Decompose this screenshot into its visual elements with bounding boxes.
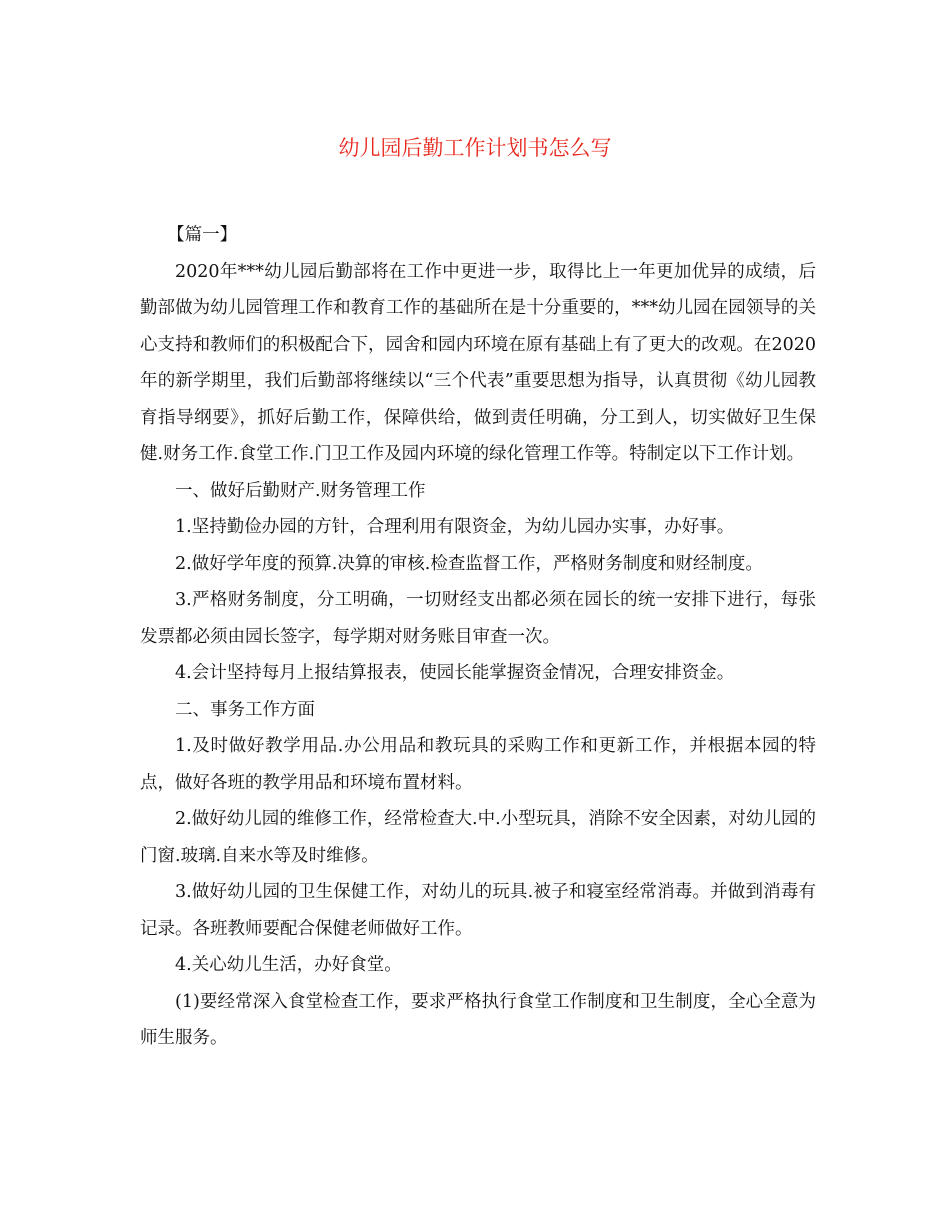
paragraph-affairs-4-1: (1)要经常深入食堂检查工作，要求严格执行食堂工作制度和卫生制度，全心全意为师生服务。 <box>140 991 816 1048</box>
paragraph-intro: 2020年***幼儿园后勤部将在工作中更进一步，取得比上一年更加优异的成绩，后勤部做为幼儿园管理工作和教育工作的基础所在是十分重要的，***幼儿园在园领导的关心支持和教师们的积极配合下，园舍和园内环境在原有基础上有了更大的改观。在2020年的新学期里，我们后勤部将继续以“三个代表”重要思想为指导，认真贯彻《幼儿园教育指导纲要》，抓好后勤工作，保障供给，做到责任明确，分工到人，切实做好卫生保健.财务工作.食堂工作.门卫工作及园内环境的绿化管理工作等。特制定以下工作计划。 <box>140 261 816 464</box>
paragraph-affairs-2: 2.做好幼儿园的维修工作，经常检查大.中.小型玩具，消除不安全因素，对幼儿园的门窗.玻璃.自来水等及时维修。 <box>140 809 816 866</box>
paragraph-finance-4: 4.会计坚持每月上报结算报表，使园长能掌握资金情况，合理安排资金。 <box>175 663 735 683</box>
paragraph-finance-2: 2.做好学年度的预算.决算的审核.检查监督工作，严格财务制度和财经制度。 <box>175 553 763 574</box>
heading-finance: 一、做好后勤财产.财务管理工作 <box>175 480 426 501</box>
heading-affairs: 二、事务工作方面 <box>175 699 315 720</box>
document-body <box>140 217 816 1057</box>
document-title: 幼儿园后勤工作计划书怎么写 <box>338 136 612 160</box>
paragraph-affairs-1: 1.及时做好教学用品.办公用品和教玩具的采购工作和更新工作，并根据本园的特点，做好各班的教学用品和环境布置材料。 <box>140 736 816 793</box>
paragraph-affairs-3: 3.做好幼儿园的卫生保健工作，对幼儿的玩具.被子和寝室经常消毒。并做到消毒有记录。各班教师要配合保健老师做好工作。 <box>140 882 816 939</box>
section-label: 【篇一】 <box>167 225 238 245</box>
paragraph-finance-1: 1.坚持勤俭办园的方针，合理利用有限资金，为幼儿园办实事，办好事。 <box>175 517 735 537</box>
paragraph-finance-3: 3.严格财务制度，分工明确，一切财经支出都必须在园长的统一安排下进行，每张发票都必须由园长签字，每学期对财务账目审查一次。 <box>140 590 816 647</box>
paragraph-affairs-4: 4.关心幼儿生活，办好食堂。 <box>175 955 402 975</box>
